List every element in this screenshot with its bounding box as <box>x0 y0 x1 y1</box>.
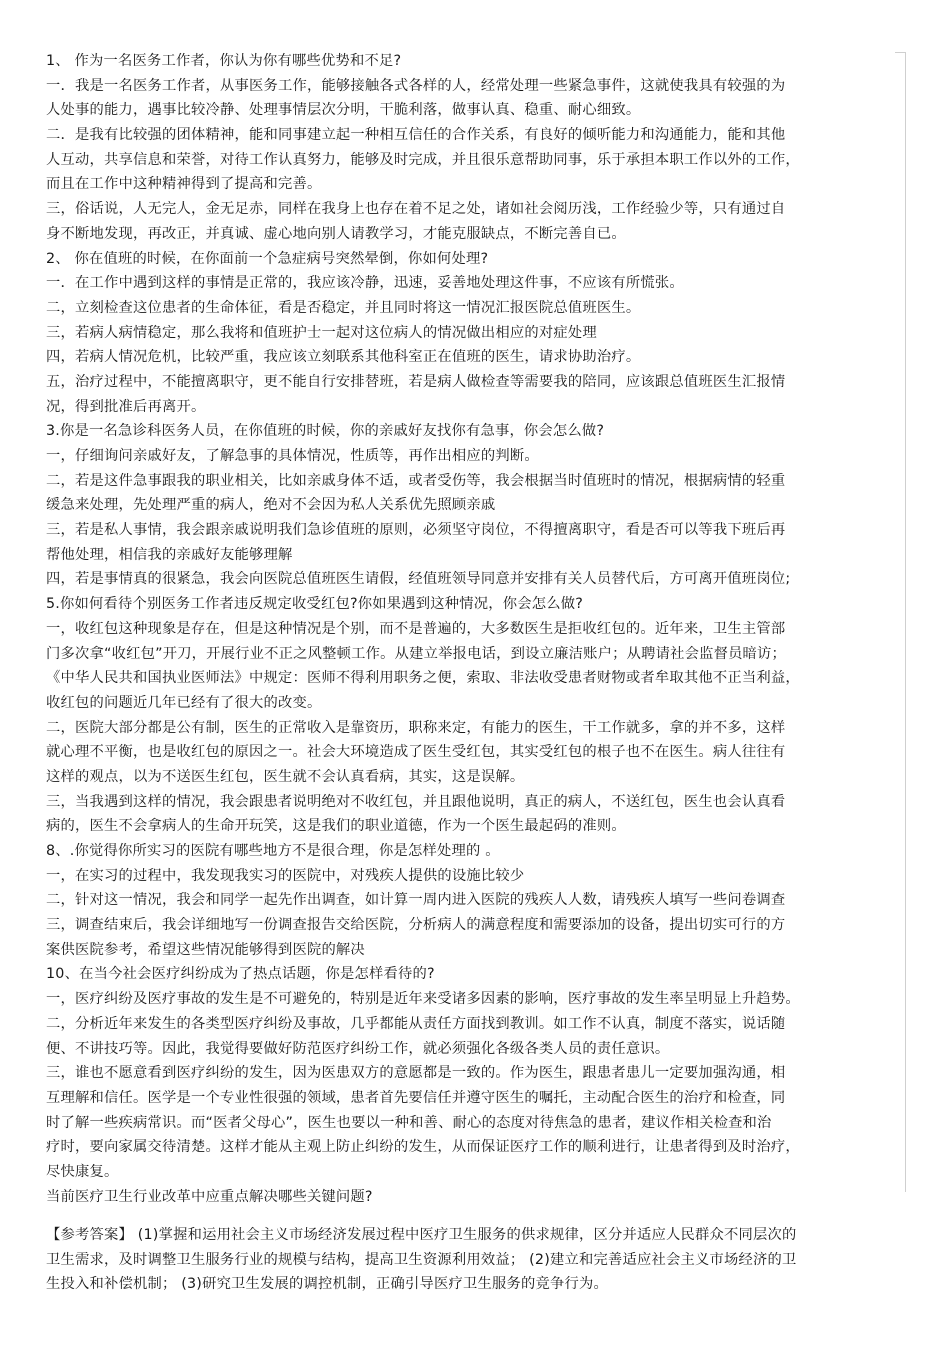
text-line-17: 一，仔细询问亲戚好友，了解急事的具体情况，性质等，再作出相应的判断。 <box>46 448 539 464</box>
text-line-33: 8、.你觉得你所实习的医院有哪些地方不是很合理，你是怎样处理的 。 <box>46 843 500 859</box>
document-body <box>46 49 881 1209</box>
text-line-1: 1、 作为一名医务工作者，你认为你有哪些优势和不足? <box>46 53 402 69</box>
text-line-37: 案供医院参考，希望这些情况能够得到医院的解决 <box>46 941 365 958</box>
text-line-12: 三，若病人病情稳定，那么我将和值班护士一起对这位病人的情况做出相应的对症处理 <box>46 324 597 341</box>
text-line-45: 疗时，要向家属交待清楚。这样才能从主观上防止纠纷的发生，从而保证医疗工作的顺利进行，让患者得到及时治疗， <box>46 1139 800 1156</box>
text-line-38: 10、在当今社会医疗纠纷成为了热点话题，你是怎样看待的? <box>46 966 435 983</box>
text-line-7: 三，俗话说，人无完人，金无足赤，同样在我身上也存在着不足之处，诸如社会阅历浅，工作经验少等，只有通过自 <box>46 201 786 218</box>
text-line-5: 人互动，共享信息和荣誉，对待工作认真努力，能够及时完成，并且很乐意帮助同事，乐于承担本职工作以外的工作， <box>46 151 800 168</box>
text-line-25: 门多次拿“收红包”开刀，开展行业不正之风整顿工作。从建立举报电话，到设立廉洁账户；从聘请社会监督员暗访； <box>46 645 787 662</box>
text-line-15: 况，得到批准后再离开。 <box>46 398 206 415</box>
text-line-36: 三，调查结束后，我会详细地写一份调查报告交给医院，分析病人的满意程度和需要添加的设备，提出切实可行的方 <box>46 917 786 934</box>
text-line-14: 五，治疗过程中，不能擅离职守，更不能自行安排替班，若是病人做检查等需要我的陪同，应该跟总值班医生汇报情 <box>46 373 786 390</box>
text-line-39: 一，医疗纠纷及医疗事故的发生是不可避免的，特别是近年来受诸多因素的影响，医疗事故的发生率呈明显上升趋势。 <box>46 991 800 1008</box>
text-line-31: 三，当我遇到这样的情况，我会跟患者说明绝对不收红包，并且跟他说明，真正的病人，不送红包，医生也会认真看 <box>46 793 786 810</box>
text-line-47: 当前医疗卫生行业改革中应重点解决哪些关键问题? <box>46 1188 373 1205</box>
text-line-23: 5.你如何看待个别医务工作者违反规定收受红包?你如果遇到这种情况，你会怎么做? <box>46 596 584 613</box>
answer-line-1: 【参考答案】 (1)掌握和运用社会主义市场经济发展过程中医疗卫生服务的供求规律，区分并适应人民群众不同层次的 <box>46 1227 797 1243</box>
text-line-21: 帮他处理，相信我的亲戚好友能够理解 <box>46 546 293 563</box>
text-line-35: 二，针对这一情况，我会和同学一起先作出调查，如计算一周内进入医院的残疾人人数，请残疾人填写一些问卷调查 <box>46 892 786 909</box>
text-line-16: 3.你是一名急诊科医务人员，在你值班的时候，你的亲戚好友找你有急事，你会怎么做? <box>46 423 605 440</box>
text-line-18: 二，若是这件急事跟我的职业相关，比如亲戚身体不适，或者受伤等，我会根据当时值班时的情况，根据病情的轻重 <box>46 472 786 489</box>
reference-answer-block <box>46 1223 886 1297</box>
text-line-24: 一，收红包这种现象是存在，但是这种情况是个别，而不是普遍的，大多数医生是拒收红包的。近年来，卫生主管部 <box>46 620 786 637</box>
text-line-11: 二，立刻检查这位患者的生命体征，看是否稳定，并且同时将这一情况汇报医院总值班医生。 <box>46 299 641 316</box>
text-line-4: 二．是我有比较强的团体精神，能和同事建立起一种相互信任的合作关系，有良好的倾听能力和沟通能力，能和其他 <box>46 127 786 144</box>
text-line-19: 缓急来处理，先处理严重的病人，绝对不会因为私人关系优先照顾亲戚 <box>46 497 496 514</box>
text-line-22: 四，若是事情真的很紧急，我会向医院总值班医生请假，经值班领导同意并安排有关人员替代后，方可离开值班岗位; <box>46 571 791 588</box>
text-line-6: 而且在工作中这种精神得到了提高和完善。 <box>46 176 322 193</box>
text-line-30: 这样的观点，以为不送医生红包，医生就不会认真看病，其实，这是误解。 <box>46 768 525 785</box>
text-line-8: 身不断地发现，再改正，并真诚、虚心地向别人请教学习，才能克服缺点，不断完善自已。 <box>46 225 626 242</box>
text-line-41: 便、不讲技巧等。因此，我觉得要做好防范医疗纠纷工作，就必须强化各级各类人员的责任意识。 <box>46 1040 670 1057</box>
text-line-26: 《中华人民共和国执业医师法》中规定：医师不得利用职务之便，索取、非法收受患者财物或者牟取其他不正当利益， <box>46 670 800 687</box>
text-line-28: 二，医院大部分都是公有制，医生的正常收入是靠资历，职称来定，有能力的医生，干工作就多，拿的并不多，这样 <box>46 719 786 736</box>
text-line-43: 互理解和信任。医学是一个专业性很强的领域，患者首先要信任并遵守医生的嘱托，主动配合医生的治疗和检查，同 <box>46 1089 786 1106</box>
text-line-34: 一，在实习的过程中，我发现我实习的医院中，对残疾人提供的设施比较少 <box>46 867 525 884</box>
text-line-20: 三，若是私人事情，我会跟亲戚说明我们急诊值班的原则，必须坚守岗位，不得擅离职守，看是否可以等我下班后再 <box>46 522 786 539</box>
text-line-27: 收红包的问题近几年已经有了很大的改变。 <box>46 694 322 711</box>
text-line-42: 三，谁也不愿意看到医疗纠纷的发生，因为医患双方的意愿都是一致的。作为医生，跟患者患儿一定要加强沟通，相 <box>46 1065 786 1082</box>
text-line-32: 病的，医生不会拿病人的生命开玩笑，这是我们的职业道德，作为一个医生最起码的准则。 <box>46 818 626 835</box>
answer-line-2: 卫生需求，及时调整卫生服务行业的规模与结构，提高卫生资源利用效益； (2)建立和完善适应社会主义市场经济的卫 <box>46 1251 797 1268</box>
text-line-40: 二，分析近年来发生的各类型医疗纠纷及事故，几乎都能从责任方面找到教训。如工作不认真，制度不落实，说话随 <box>46 1015 786 1032</box>
text-line-13: 四，若病人情况危机，比较严重，我应该立刻联系其他科室正在值班的医生，请求协助治疗。 <box>46 349 641 366</box>
text-line-44: 时了解一些疾病常识。而“医者父母心”，医生也要以一种和善、耐心的态度对待焦急的患者，建议作相关检查和治 <box>46 1114 772 1131</box>
text-line-9: 2、 你在值班的时候，在你面前一个急症病号突然晕倒，你如何处理? <box>46 250 489 267</box>
text-line-2: 一．我是一名医务工作者，从事医务工作，能够接触各式各样的人，经常处理一些紧急事件，这就使我具有较强的为 <box>46 77 786 94</box>
text-line-46: 尽快康复。 <box>46 1163 119 1180</box>
text-line-29: 就心理不平衡，也是收红包的原因之一。社会大环境造成了医生受红包，其实受红包的根子也不在医生。病人往往有 <box>46 744 786 761</box>
answer-line-3: 生投入和补偿机制； (3)研究卫生发展的调控机制，正确引导医疗卫生服务的竞争行为。 <box>46 1276 608 1292</box>
text-line-3: 人处事的能力，遇事比较冷静、处理事情层次分明，干脆利落，做事认真、稳重、耐心细致。 <box>46 102 641 119</box>
text-line-10: 一．在工作中遇到这样的事情是正常的，我应该冷静，迅速，妥善地处理这件事，不应该有所慌张。 <box>46 275 684 292</box>
page-border-right <box>905 52 906 1192</box>
